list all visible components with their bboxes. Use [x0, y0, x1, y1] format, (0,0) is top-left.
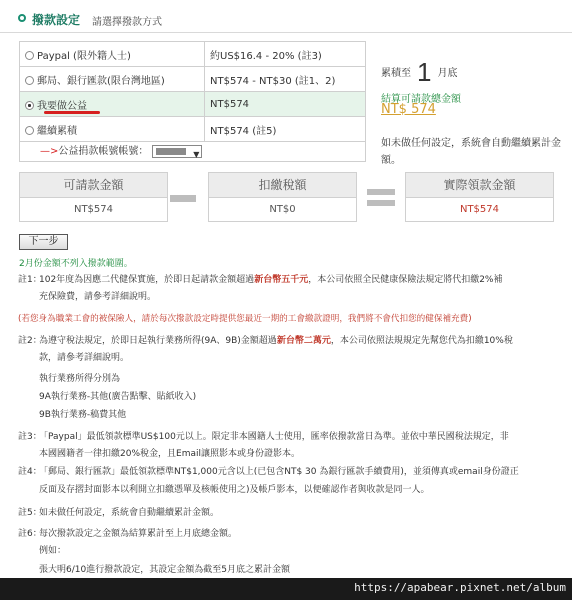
- charity-account-row: [19, 142, 366, 162]
- note-3-text-b: 本國國籍者一律扣繳20%稅金，且Email讓照影本或身份證影本。: [39, 449, 300, 459]
- radio-charity[interactable]: [25, 101, 34, 110]
- option-label-paypal: Paypal (限外籍人士): [37, 50, 131, 62]
- note-4-tag: 註4：: [18, 467, 42, 477]
- option-fee-accumulate: NT$574 (註5): [205, 117, 366, 142]
- withhold-value: NT$0: [269, 204, 296, 215]
- note-3-tag: 註3：: [18, 432, 42, 442]
- section-bullet-icon: [18, 14, 26, 22]
- radio-bank[interactable]: [25, 76, 34, 85]
- total-value: NT$ 574: [381, 102, 436, 117]
- note-4-text-a: 「郵局、銀行匯款」最低領款標準NT$1,000元含以上(已包含NT$ 30 為銀行匯款手續費用)，並須傳真或email身份證正: [39, 467, 519, 477]
- note-5-text-a: 如未做任何設定，系統會自動繼續累計金額。: [39, 508, 220, 518]
- note-1-text-c: 充保險費，請參考詳細說明。: [39, 292, 157, 302]
- watermark-bar: [0, 578, 572, 600]
- note-1-highlight: 新台幣五千元: [254, 275, 309, 285]
- radio-paypal[interactable]: [25, 51, 34, 60]
- actual-label: 實際領款金額: [406, 173, 553, 198]
- note-2-tag: 註2：: [18, 336, 42, 346]
- arrow-indicator: —>: [40, 146, 59, 157]
- option-fee-charity: NT$574: [205, 92, 366, 117]
- auto-accumulate-note: 如未做任何設定，系統會自動繼續累計金額。: [381, 138, 561, 166]
- note-6-tag: 註6：: [18, 529, 42, 539]
- withholding-tax-box: [208, 172, 357, 222]
- note-6-text-b: 例如：: [39, 546, 67, 556]
- radio-accumulate[interactable]: [25, 126, 34, 135]
- note-2-text-d: 執行業務所得分別為: [39, 374, 121, 384]
- option-row-bank[interactable]: [20, 67, 366, 92]
- note-2-text-f: 9B執行業務-稿費其他: [39, 410, 127, 420]
- equals-operator-icon-bar: [367, 200, 395, 206]
- option-label-bank: 郵局、銀行匯款(限台灣地區): [37, 75, 165, 87]
- payout-options-table: [19, 41, 366, 142]
- charity-account-label: 公益捐款帳號帳號：: [58, 146, 149, 157]
- note-3-text-a: 「Paypal」最低領款標準US$100元以上。限定非本國籍人士使用，匯率依撥款當日為準。並依中華民國稅法規定，非: [39, 432, 509, 442]
- actual-value: NT$574: [459, 204, 500, 215]
- next-step-button[interactable]: 下一步: [19, 234, 68, 250]
- note-1-tag: 註1：: [18, 275, 42, 285]
- note-2-text-a: 為遵守稅法規定，於即日起執行業務所得(9A、9B)金額超過: [39, 336, 277, 346]
- watermark-url: https://apabear.pixnet.net/album: [354, 581, 566, 594]
- withhold-label: 扣繳稅額: [209, 173, 356, 198]
- note-2-highlight: 新台幣二萬元: [276, 336, 331, 346]
- accum-suffix: 月底: [437, 68, 458, 79]
- note-1-text-b: ，本公司依照全民健康保險法規定將代扣繳2%補: [308, 275, 503, 285]
- requestable-label: 可請款金額: [20, 173, 167, 198]
- note-6-text-c: 張大明6/10進行撥款設定，其設定金額為截至5月底之累計金額: [39, 565, 290, 575]
- note-1-red-text: (若您身為職業工會的被保險人，請於每次撥款設定時提供您最近一期的工會繳款證明，我們將不會代扣您的健保補充費): [18, 314, 472, 324]
- note-6-text-a: 每次撥款設定之金額為結算累計至上月底總金額。: [39, 529, 238, 539]
- equals-operator-icon: [367, 189, 395, 195]
- chevron-down-icon: ▼: [193, 149, 200, 159]
- select-value-redacted: [156, 148, 186, 155]
- total-label: 結算可請款總金額: [381, 94, 461, 105]
- option-row-accumulate[interactable]: [20, 117, 366, 142]
- note-2-text-e: 9A執行業務-其他(廣告點擊、貼紙收入): [39, 392, 197, 402]
- minus-operator-icon: [170, 195, 196, 202]
- requestable-value: NT$574: [73, 204, 114, 215]
- note-1-text-a: 102年度為因應二代健保實施，於即日起請款金額超過: [39, 275, 255, 285]
- red-underline-annotation: [44, 111, 100, 114]
- accum-month: 1: [417, 57, 432, 87]
- section-subtitle: 請選擇撥款方式: [92, 17, 162, 28]
- option-row-paypal[interactable]: [20, 42, 366, 67]
- option-fee-bank: NT$574 - NT$30 (註1、2): [205, 67, 366, 92]
- note-4-text-b: 反面及存摺封面影本以利開立扣繳憑單及核帳使用之)及帳戶影本，以便確認作者與收款是同一人。: [39, 485, 430, 495]
- section-header: [0, 0, 572, 33]
- february-note: 2月份金額不列入撥款範圍。: [19, 259, 133, 269]
- option-fee-paypal: 約US$16.4 - 20% (註3): [205, 42, 366, 67]
- option-label-accumulate: 繼續累積: [37, 125, 77, 137]
- requestable-amount-box: [19, 172, 168, 222]
- accumulate-until: [381, 57, 457, 88]
- note-2-text-c: 款，請參考詳細說明。: [39, 353, 130, 363]
- note-5-tag: 註5：: [18, 508, 42, 518]
- option-label-charity: 我要做公益: [37, 100, 87, 112]
- accum-prefix: 累積至: [381, 68, 411, 79]
- section-title: 撥款設定: [32, 13, 81, 27]
- actual-amount-box: [405, 172, 554, 222]
- charity-account-select[interactable]: [152, 145, 202, 158]
- note-2-text-b: ，本公司依照法規規定先幫您代為扣繳10%稅: [330, 336, 513, 346]
